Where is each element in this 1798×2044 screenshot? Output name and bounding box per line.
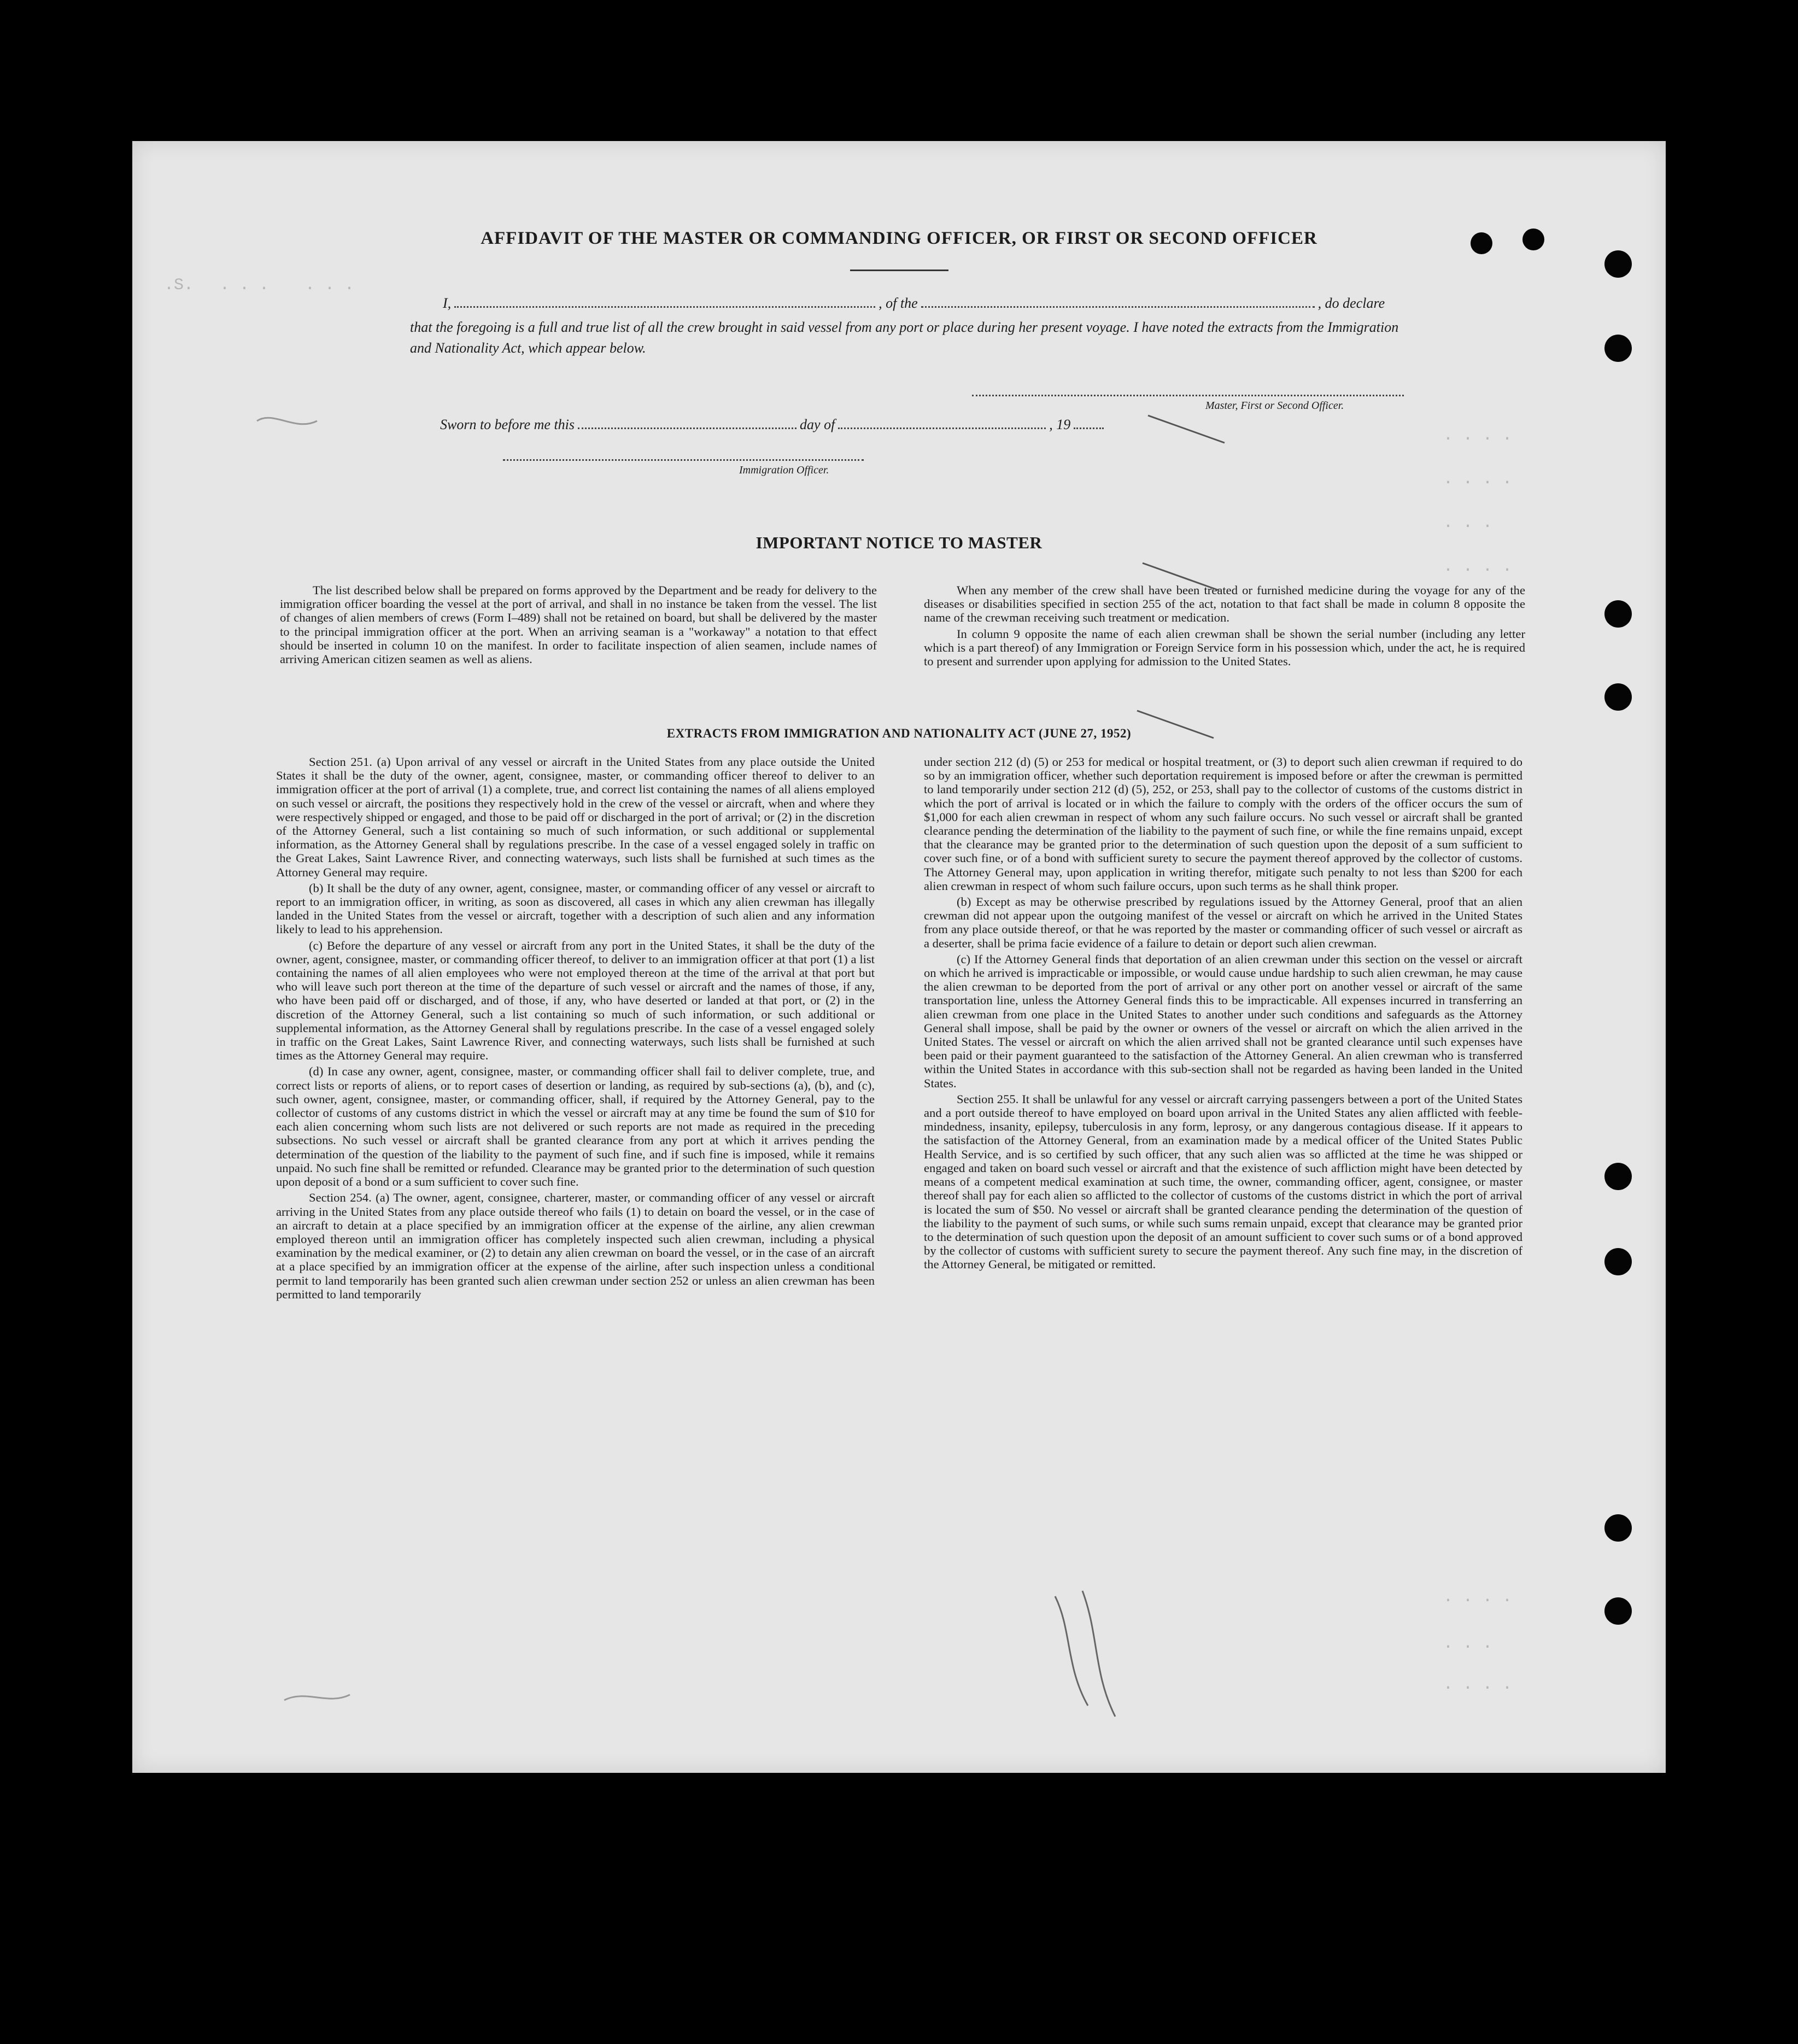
notice-title: IMPORTANT NOTICE TO MASTER <box>755 533 1043 552</box>
extracts-title: EXTRACTS FROM IMMIGRATION AND NATIONALITY ACT (JUNE 27, 1952) <box>666 727 1132 740</box>
month-blank <box>838 427 1046 429</box>
punch-hole <box>1604 1514 1632 1542</box>
declaration-text: that the foregoing is a full and true list of all the crew brought in said vessel from any port or place during her present voyage. I have noted the extracts from the Immigration and Nationality Act, which appear below. <box>410 319 1399 356</box>
title-underline <box>850 270 948 271</box>
of-the-label: , of the <box>878 295 918 311</box>
vessel-blank <box>921 306 1315 308</box>
punch-hole <box>1604 335 1632 362</box>
sworn-label: Sworn to before me this <box>440 417 575 432</box>
bleed-through-text: . . . . <box>1443 1676 1513 1694</box>
year-label: , 19 <box>1049 417 1071 432</box>
day-blank <box>578 427 796 429</box>
punch-hole <box>1604 250 1632 278</box>
notice-right-column <box>924 583 1525 668</box>
extracts-left-column <box>276 755 875 1301</box>
sworn-line <box>440 417 1107 433</box>
statute-paragraph: (d) In case any owner, agent, consignee, master, or commanding officer shall fail to deliver complete, true, and correct lists or reports of aliens, or to report cases of desertion or landing, as required by sub-sections (a), (b), and (c), such owner, agent, consignee, master, or commanding officer, shall, if required by the Attorney General, pay to the collector of customs of any customs district in which the vessel or aircraft may at any time be found the sum of $10 for each alien concerning whom such lists are not delivered or such reports are not made as required in the preceding subsections. No such vessel or aircraft shall be granted clearance from any port at which it arrives pending the determination of the question of the liability to the payment of such fine, and if such fine is imposed, while it remains unpaid. No such fine shall be remitted or refunded. Clearance may be granted prior to the determination of such question upon deposit of a bond or a sum sufficient to cover such fine. <box>276 1064 875 1189</box>
immigration-officer-signature-line <box>503 459 864 461</box>
bleed-through-text: . . . . <box>1443 426 1513 445</box>
year-blank <box>1074 427 1104 429</box>
do-declare-label: , do declare <box>1317 295 1385 311</box>
statute-paragraph: Section 251. (a) Upon arrival of any vessel or aircraft in the United States from any place outside the United States it shall be the duty of the owner, agent, consignee, master, or commanding officer thereof to deliver to an immigration officer at the port of arrival (1) a complete, true, and correct list containing the names of all aliens employed on such vessel or aircraft, the positions they respectively hold in the crew of the vessel or aircraft, when and where they were respectively shipped or engaged, and those to be paid off or discharged in the port of arrival; or (2) in the discretion of the Attorney General, such a list containing so much of such information, or such additional or supplemental information, as the Attorney General shall by regulations prescribe. In the case of a vessel engaged solely in traffic on the Great Lakes, Saint Lawrence River, and connecting waterways, such lists shall be furnished at such times as the Attorney General may require. <box>276 755 875 879</box>
statute-paragraph: (b) It shall be the duty of any owner, agent, consignee, master, or commanding officer of any vessel or aircraft to report to an immigration officer, in writing, as soon as discovered, all cases in which any alien crewman has illegally landed in the United States from the vessel or aircraft, together with a description of such alien and any information likely to lead to his apprehension. <box>276 881 875 936</box>
affidavit-title: AFFIDAVIT OF THE MASTER OR COMMANDING OFFICER, OR FIRST OR SECOND OFFICER <box>481 229 1317 248</box>
statute-paragraph: (c) If the Attorney General finds that deportation of an alien crewman under this section on the vessel or aircraft on which he arrived is impracticable or impossible, or would cause undue hardship to such alien crewman, he may cause the alien crewman to be deported from the port of arrival or any other port on another vessel or aircraft of the same transportation line, unless the Attorney General finds this to be impracticable. All expenses incurred in transferring an alien crewman from one place in the United States to another under such conditions and safeguards as the Attorney General shall impose, shall be paid by the owner or owners of the vessel or aircraft on which the alien arrived in the United States. The vessel or aircraft on which the alien arrived shall not be granted clearance until such expenses have been paid or their payment guaranteed to the satisfaction of the Attorney General. An alien crewman who is transferred within the United States in accordance with this sub-section shall not be regarded as having been landed in the United States. <box>924 952 1522 1090</box>
declarant-line <box>443 295 1385 312</box>
punch-hole <box>1604 1248 1632 1275</box>
notice-left-column <box>280 583 877 666</box>
notice-paragraph: When any member of the crew shall have been treated or furnished medicine during the voyage for any of the diseases or disabilities specified in section 255 of the act, notation to that fact shall be made in column 8 opposite the name of the crewman receiving such treatment or medication. <box>924 583 1525 625</box>
name-blank <box>454 306 875 308</box>
immigration-officer-caption: Immigration Officer. <box>739 464 829 476</box>
officer-caption: Master, First or Second Officer. <box>1205 400 1344 412</box>
bleed-through-text: .S. . . . . . . <box>164 276 355 295</box>
punch-hole <box>1604 1597 1632 1625</box>
punch-hole <box>1604 600 1632 628</box>
bleed-through-text: . . . . <box>1443 558 1513 576</box>
day-of-label: day of <box>800 417 835 432</box>
i-label: I, <box>443 295 452 311</box>
statute-paragraph: (b) Except as may be otherwise prescribed by regulations issued by the Attorney General, proof that an alien crewman did not appear upon the outgoing manifest of the vessel or aircraft on which he arrived in the United States from any place outside thereof, or that he was reported by the master or commanding officer of such vessel or aircraft as a deserter, shall be prima facie evidence of a failure to detain or deport such alien crewman. <box>924 895 1522 950</box>
bleed-through-text: . . . . <box>1443 470 1513 489</box>
punch-hole <box>1604 683 1632 711</box>
statute-paragraph: under section 212 (d) (5) or 253 for medical or hospital treatment, or (3) to deport such alien crewman if required to do so by an immigration officer, whether such deportation requirement is imposed before or after the crewman is permitted to land temporarily under section 212 (d) (5), 252, or 253, shall pay to the collector of customs of the customs district in which the port of arrival is located or in which the failure to comply with the orders of the officer occurs the sum of $1,000 for each alien crewman in respect of whom any such failure occurs. No such vessel or aircraft shall be granted clearance pending the determination of the liability to the payment of such fine, or while the fine remains unpaid, except that the clearance may be granted prior to the determination of such question upon the deposit of a sum sufficient to cover such fine, or of a bond with sufficient surety to secure the payment thereof approved by the collector of customs. The Attorney General may, upon application in writing therefor, mitigate such penalty to not less than $200 for each alien crewman in respect of whom such failure occurs, upon such terms as he shall think proper. <box>924 755 1522 893</box>
extracts-right-column <box>924 755 1522 1272</box>
bleed-through-text: . . . <box>1443 514 1493 532</box>
bleed-through-text: . . . . <box>1443 1588 1513 1607</box>
bleed-through-text: . . . <box>1443 1635 1493 1653</box>
statute-paragraph: Section 255. It shall be unlawful for any vessel or aircraft carrying passengers between a port of the United States and a port outside thereof to have employed on board upon arrival in the United States any alien afflicted with feeble-mindedness, insanity, epilepsy, tuberculosis in any form, leprosy, or any dangerous contagious disease. If it appears to the satisfaction of the Attorney General, from an examination made by a medical officer of the United States Public Health Service, and is so certified by such officer, that any such alien was so afflicted at the time he was shipped or engaged and taken on board such vessel or aircraft and that the existence of such affliction might have been detected by means of a competent medical examination at such time, the owner, commanding officer, agent, consignee, or master thereof shall pay for each alien so afflicted to the collector of customs of the customs district in which the port of arrival is located the sum of $50. No vessel or aircraft shall be granted clearance pending the determination of the question of the liability to the payment of such sums, or while such sums remain unpaid, except that clearance may be granted prior to the determination of such question upon the deposit of an amount sufficient to cover such sums or of a bond approved by the collector of customs with sufficient surety to secure the payment thereof. Any such fine may, in the discretion of the Attorney General, be mitigated or remitted. <box>924 1092 1522 1272</box>
punch-hole <box>1604 1163 1632 1190</box>
statute-paragraph: (c) Before the departure of any vessel or aircraft from any port in the United States, it shall be the duty of the owner, agent, consignee, master, or commanding officer thereof, to deliver to an immigration officer at that port (1) a list containing the names of all alien employees who were not employed thereon at the time of the arrival at that port but who will leave such port thereon at the time of the departure of such vessel or aircraft and the names of those, if any, who have been paid off or discharged, and of those, if any, who have deserted or landed at that port, or (2) in the discretion of the Attorney General, such a list containing so much of such information, or such additional or supplemental information, as the Attorney General shall by regulations prescribe. In the case of a vessel engaged solely in traffic on the Great Lakes, Saint Lawrence River, and connecting waterways, such lists shall be furnished at such times as the Attorney General may require. <box>276 938 875 1063</box>
statute-paragraph: Section 254. (a) The owner, agent, consignee, charterer, master, or commanding officer of any vessel or aircraft arriving in the United States from any place outside thereof who fails (1) to detain on board the vessel, or in the case of an aircraft to detain at a place specified by an immigration officer at the expense of the airline, any alien crewman employed thereon until an immigration officer has completely inspected such alien crewman, including a physical examination by the medical examiner, or (2) to detain any alien crewman on board the vessel, or in the case of an aircraft at a place specified by an immigration officer at the expense of the airline, after such inspection unless a conditional permit to land temporarily has been granted such alien crewman under section 252 or unless an alien crewman has been permitted to land temporarily <box>276 1191 875 1301</box>
officer-signature-line <box>972 395 1404 396</box>
notice-paragraph: The list described below shall be prepared on forms approved by the Department and be ready for delivery to the immigration officer boarding the vessel at the port of arrival, and shall in no instance be taken from the vessel. The list of changes of alien members of crews (Form I–489) shall not be retained on board, but shall be delivered by the master to the principal immigration officer at the port. When an arriving seaman is a "workaway" a notation to that effect should be inserted in column 10 on the manifest. In order to facilitate inspection of alien seamen, include names of arriving American citizen seamen as well as aliens. <box>280 583 877 666</box>
notice-paragraph: In column 9 opposite the name of each alien crewman shall be shown the serial number (including any letter which is a part thereof) of any Immigration or Foreign Service form in his possession which, under the act, he is required to present and surrender upon applying for admission to the United States. <box>924 626 1525 669</box>
